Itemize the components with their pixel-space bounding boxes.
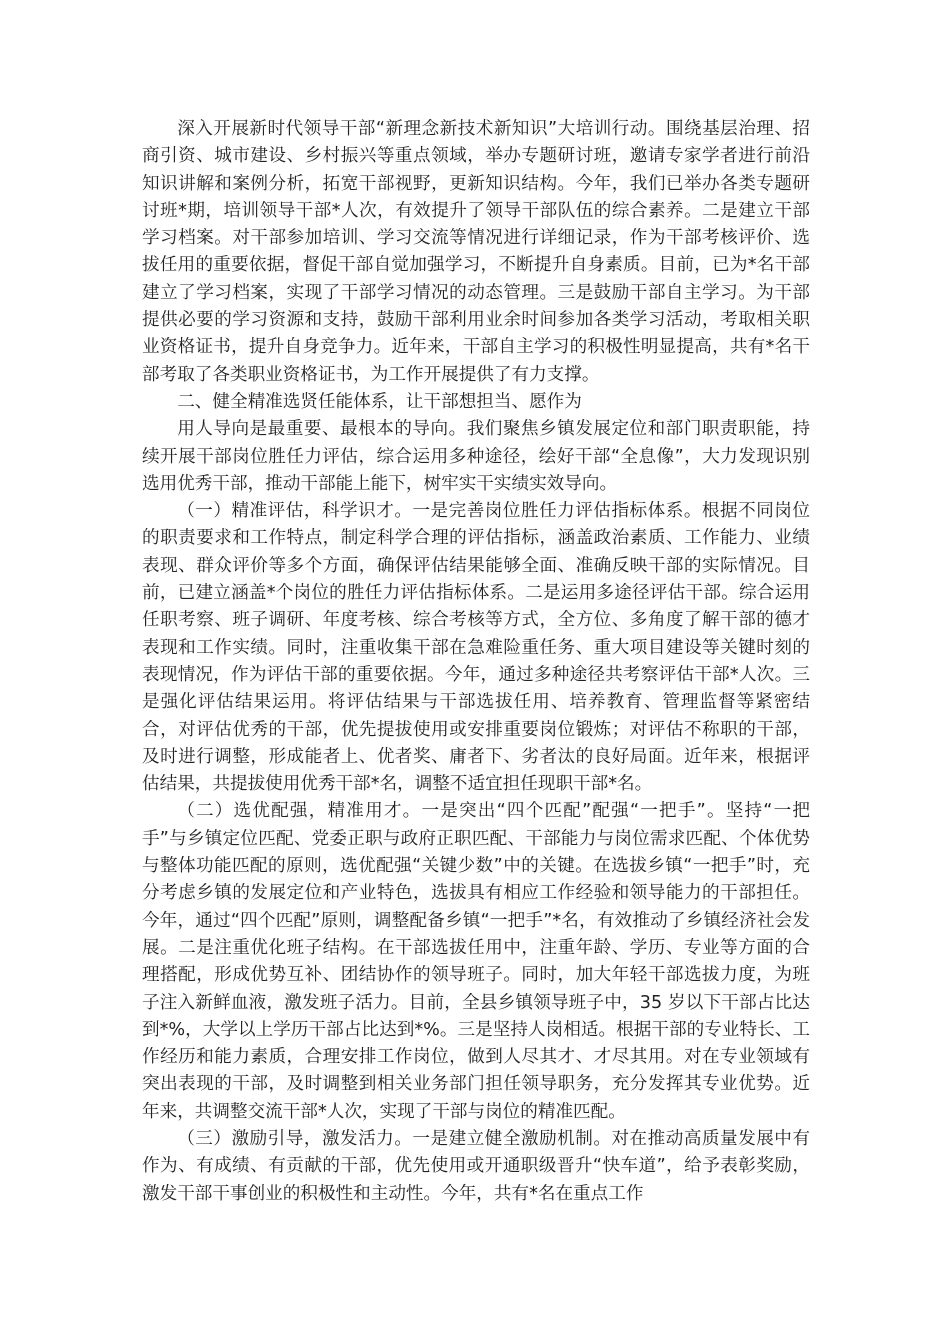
paragraph-training-archive: 深入开展新时代领导干部“新理念新技术新知识”大培训行动。围绕基层治理、招商引资、城市建设、乡村振兴等重点领域，举办专题研讨班，邀请专家学者进行前沿知识讲解和案例分析，拓宽干部视野，更新知识结构。今年，我们已举办各类专题研讨班*期，培训领导干部*人次，有效提升了领导干部队伍的综合素养。二是建立干部学习档案。对干部参加培训、学习交流等情况进行详细记录，作为干部考核评价、选拔任用的重要依据，督促干部自觉加强学习，不断提升自身素质。目前，已为*名干部建立了学习档案，实现了干部学习情况的动态管理。三是鼓励干部自主学习。为干部提供必要的学习资源和支持，鼓励干部利用业余时间参加各类学习活动，考取相关职业资格证书，提升自身竞争力。近年来，干部自主学习的积极性明显提高，共有*名干部考取了各类职业资格证书，为工作开展提供了有力支撑。 <box>142 119 810 385</box>
paragraph-precise-evaluation: （一）精准评估，科学识才。一是完善岗位胜任力评估指标体系。根据不同岗位的职责要求和工作特点，制定科学合理的评估指标，涵盖政治素质、工作能力、业绩表现、群众评价等多个方面，确保评估结果能够全面、准确反映干部的实际情况。目前，已建立涵盖*个岗位的胜任力评估指标体系。二是运用多途径评估干部。综合运用任职考察、班子调研、年度考核、综合考核等方式，全方位、多角度了解干部的德才表现和工作实绩。同时，注重收集干部在急难险重任务、重大项目建设等关键时刻的表现情况，作为评估干部的重要依据。今年，通过多种途径共考察评估干部*人次。三是强化评估结果运用。将评估结果与干部选拔任用、培养教育、管理监督等紧密结合，对评估优秀的干部，优先提拔使用或安排重要岗位锻炼；对评估不称职的干部，及时进行调整，形成能者上、优者奖、庸者下、劣者汰的良好局面。近年来，根据评估结果，共提拔使用优秀干部*名，调整不适宜担任现职干部*名。 <box>142 501 810 795</box>
paragraph-selection-guidance: 用人导向是最重要、最根本的导向。我们聚焦乡镇发展定位和部门职责职能，持续开展干部岗位胜任力评估，综合运用多种途径，绘好干部“全息像”，大力发现识别选用优秀干部，推动干部能上能下，树牢实干实绩实效导向。 <box>142 419 810 494</box>
document-body <box>142 116 810 1208</box>
paragraph-incentive: （三）激励引导，激发活力。一是建立健全激励机制。对在推动高质量发展中有作为、有成绩、有贡献的干部，优先使用或开通职级晋升“快车道”，给予表彰奖励，激发干部干事创业的积极性和主动性。今年，共有*名在重点工作 <box>142 1128 810 1204</box>
section-heading-two: 二、健全精准选贤任能体系，让干部想担当、愿作为 <box>177 391 582 412</box>
paragraph-select-strong: （二）选优配强，精准用才。一是突出“四个匹配”配强“一把手”。坚持“一把手”与乡镇定位匹配、党委正职与政府正职匹配、干部能力与岗位需求匹配、个体优势与整体功能匹配的原则，选优配强“关键少数”中的关键。在选拔乡镇“一把手”时，充分考虑乡镇的发展定位和产业特色，选拔具有相应工作经验和领导能力的干部担任。今年，通过“四个匹配”原则，调整配备乡镇“一把手”*名，有效推动了乡镇经济社会发展。二是注重优化班子结构。在干部选拔任用中，注重年龄、学历、专业等方面的合理搭配，形成优势互补、团结协作的领导班子。同时，加大年轻干部选拔力度，为班子注入新鲜血液，激发班子活力。目前，全县乡镇领导班子中，35 岁以下干部占比达到*%，大学以上学历干部占比达到*%。三是坚持人岗相适。根据干部的专业特长、工作经历和能力素质，合理安排工作岗位，做到人尽其才、才尽其用。对在专业领域有突出表现的干部，及时调整到相关业务部门担任领导职务，充分发挥其专业优势。近年来，共调整交流干部*人次，实现了干部与岗位的精准匹配。 <box>142 801 810 1122</box>
